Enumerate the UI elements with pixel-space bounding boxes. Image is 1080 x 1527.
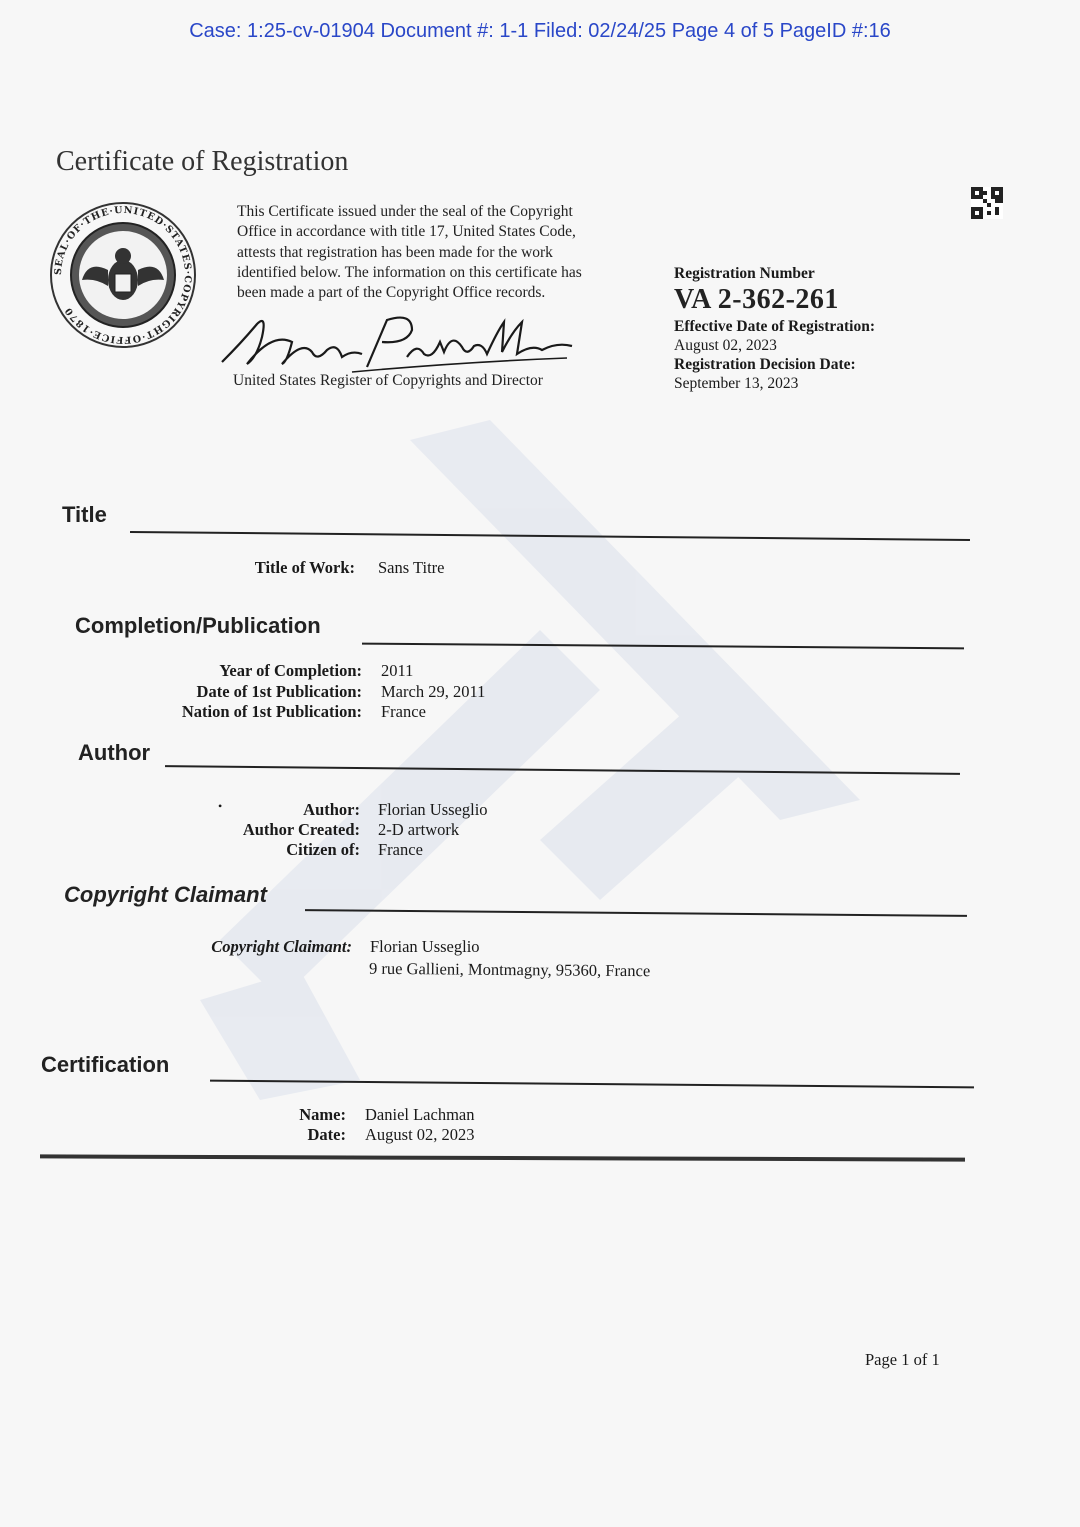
register-caption: United States Register of Copyrights and Director: [233, 372, 543, 389]
effective-date-label: Effective Date of Registration:: [674, 318, 875, 335]
title-of-work-value: Sans Titre: [378, 558, 445, 577]
decision-date: September 13, 2023: [674, 375, 799, 392]
section-heading-claimant: Copyright Claimant: [64, 882, 267, 907]
qr-code-icon: [971, 187, 1003, 219]
nation-publication-value: France: [381, 702, 426, 721]
title-of-work-label: Title of Work:: [254, 558, 355, 577]
decision-date-label: Registration Decision Date:: [674, 356, 856, 373]
author-name-row: [150, 800, 488, 820]
copyright-office-seal-icon: [48, 200, 198, 350]
background-watermark: [160, 380, 920, 1100]
page-number: Page 1 of 1: [865, 1350, 940, 1369]
year-of-completion-row: [150, 661, 414, 681]
bottom-rule: [40, 1154, 965, 1161]
intro-line: identified below. The information on this certificate has: [237, 263, 582, 281]
author-created-value: 2-D artwork: [378, 820, 460, 839]
citizen-row: [150, 840, 423, 860]
registration-info: [674, 264, 875, 393]
section-heading-completion: Completion/Publication: [75, 613, 321, 638]
certification-date-label: Date:: [307, 1125, 346, 1144]
nation-publication-row: [150, 702, 426, 722]
first-publication-row: [150, 682, 486, 702]
year-of-completion-label: Year of Completion:: [219, 661, 362, 680]
intro-line: been made a part of the Copyright Office records.: [237, 284, 546, 302]
intro-line: attests that registration has been made for the work: [237, 243, 553, 261]
claimant-row: [150, 937, 480, 957]
first-publication-label: Date of 1st Publication:: [196, 682, 362, 701]
certification-name-row: [200, 1105, 475, 1125]
registration-number-label: Registration Number: [674, 265, 815, 282]
section-heading-author: Author: [78, 740, 151, 765]
claimant-name: Florian Usseglio: [370, 937, 480, 956]
certification-date-value: August 02, 2023: [365, 1125, 475, 1144]
citizen-value: France: [378, 840, 423, 859]
nation-publication-label: Nation of 1st Publication:: [181, 702, 362, 721]
first-publication-value: March 29, 2011: [381, 682, 486, 701]
certificate-title: Certificate of Registration: [56, 146, 349, 177]
author-created-row: [150, 820, 460, 840]
title-of-work-row: [160, 558, 445, 578]
author-name-value: Florian Usseglio: [378, 800, 488, 819]
seal-text: SEAL·OF·THE·UNITED·STATES·COPYRIGHT·OFFICE·1870: [52, 204, 194, 346]
citizen-label: Citizen of:: [286, 840, 360, 859]
year-of-completion-value: 2011: [381, 661, 414, 680]
claimant-address: 9 rue Gallieni, Montmagny, 95360, France: [368, 958, 651, 981]
registration-number: VA 2-362-261: [674, 284, 839, 315]
certification-name-label: Name:: [299, 1105, 346, 1124]
certification-name-value: Daniel Lachman: [365, 1105, 475, 1124]
signature-name: Shira Perlmutter: [212, 302, 219, 303]
certification-date-row: [200, 1125, 475, 1145]
intro-line: Office in accordance with title 17, United States Code,: [237, 223, 576, 241]
case-header: Case: 1:25-cv-01904 Document #: 1-1 Filed: 02/24/25 Page 4 of 5 PageID #:16: [189, 20, 891, 42]
author-created-label: Author Created:: [242, 820, 360, 839]
section-heading-certification: Certification: [41, 1052, 170, 1077]
certificate-intro: [237, 202, 632, 303]
claimant-label: Copyright Claimant:: [211, 937, 352, 956]
intro-line: This Certificate issued under the seal of the Copyright: [237, 203, 573, 220]
effective-date: August 02, 2023: [674, 337, 777, 354]
register-signature: [212, 302, 582, 382]
author-bullet: •: [218, 799, 223, 813]
section-heading-title: Title: [62, 502, 107, 527]
author-name-label: Author:: [303, 800, 360, 819]
